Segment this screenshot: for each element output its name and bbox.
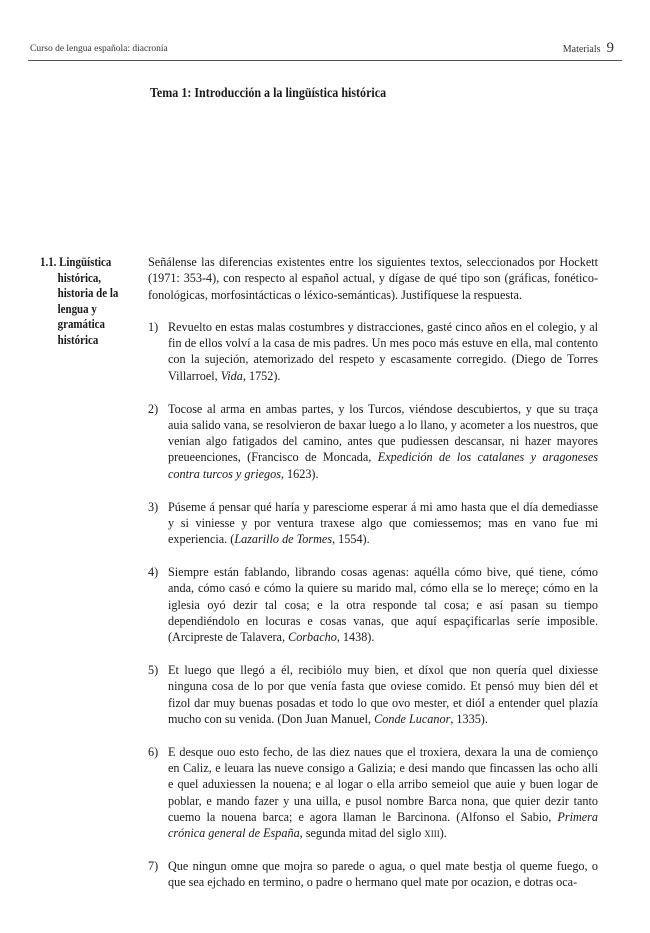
section-heading	[40, 254, 150, 347]
work-title: Vida	[220, 368, 243, 383]
excerpt-text: Tocose al arma en ambas partes, y los Turcos, viéndose descubiertos, y que su traça auia salido vana, se resolvieron de baxar luego a lo llano, y acometer a los nuestros, que venian algo fatigados del camino, antes que pudiessen descansar, ni hazer mayores preueenciones, (Francisco de Moncada, Expedición de los catalanes y aragoneses contra turcos y griegos, 1623).	[168, 401, 598, 481]
excerpt-item	[148, 858, 598, 891]
work-title: Corbacho	[288, 630, 337, 645]
header-rule	[28, 60, 622, 61]
excerpt-number: 7)	[148, 858, 159, 873]
excerpt-number: 4)	[148, 564, 159, 579]
page-number: 9	[606, 40, 614, 56]
running-head-title: Curso de lengua española: diacronía	[30, 44, 168, 54]
running-head-label: Materials	[562, 44, 601, 55]
excerpt-item	[148, 744, 598, 842]
excerpt-text: Revuelto en estas malas costumbres y distracciones, gasté cinco años en el colegio, y al fin de ellos volví a la casa de mis padres. Un mes poco más estuve en ella, mal contento con la sujeción, atemorizado del respeto y escasamente corregido. (Diego de Torres Villarroel, Vida, 1752).	[168, 319, 598, 383]
excerpt-text: Púseme á pensar qué haría y paresciome esperar á mi amo hasta que el día demediasse y si viniesse y por ventura traxese algo que comiessemos; mas en vano fue mi experiencia. (Lazarillo de Tormes, 1554).	[168, 499, 598, 547]
excerpt-text: Siempre están fablando, librando cosas agenas: aquélla cómo bive, qué tiene, cómo anda, cómo casó e cómo la quiere su marido mal, cómo ella se lo mereçe; cómo en la iglesia oyó dezir tal cosa; e la otra responde tal cosa; e así pasan su tiempo dependiéndolo en locuras e cosas vanas, que aquí espaçificarlas seríe imposible. (Arcipreste de Talavera, Corbacho, 1438).	[168, 564, 598, 645]
excerpt-item	[148, 319, 598, 384]
chapter-title: Tema 1: Introducción a la lingüística histórica	[150, 86, 387, 101]
excerpt-item	[148, 564, 598, 645]
section-heading-line: histórica,	[57, 269, 102, 285]
section-heading-line: histórica	[57, 331, 99, 347]
main-text	[148, 254, 598, 907]
excerpt-item	[148, 499, 598, 548]
work-title: Lazarillo de Tormes	[234, 532, 333, 547]
section-heading-line: 1.1. Lingüística	[40, 254, 112, 269]
section-heading-line: gramática	[57, 316, 105, 331]
section-heading-line: historia de la	[57, 285, 119, 300]
excerpt-number: 1)	[148, 319, 159, 334]
work-title: Conde Lucanor	[374, 711, 451, 726]
section-heading-line: lengua y	[57, 300, 97, 316]
excerpt-text: Et luego que llegó a él, recibiólo muy bien, et díxol que non quería quel dixiesse ninguna cosa de lo por que venía fasta que oviese comido. Et pensó muy bien dél et fizol dar muy buenas posadas et todo lo que ovo mester, et dióI a entender quel plazía mucho con su venida. (Don Juan Manuel, Conde Lucanor, 1335).	[168, 662, 598, 726]
excerpt-number: 3)	[148, 499, 159, 514]
excerpt-text: Que ningun omne que mojra so parede o agua, o quel mate bestja ol queme fuego, o que sea ejchado en termino, o padre o hermano quel mate por ocazion, e dotras oca-	[168, 858, 598, 890]
excerpt-number: 6)	[148, 744, 159, 759]
excerpt-number: 2)	[148, 401, 159, 416]
running-head-section	[563, 40, 614, 57]
excerpt-item	[148, 662, 598, 727]
work-title: Primera crónica general de España	[168, 809, 598, 841]
excerpt-number: 5)	[148, 662, 159, 677]
exercise-instructions: Señálense las diferencias existentes entre los siguientes textos, seleccionados por Hockett (1971: 353-4), con respecto al español actual, y dígase de qué tipo son (gráficas, fonético-fonológicas, morfosintácticas o léxico-semánticas). Justifíquese la respuesta.	[148, 255, 598, 302]
excerpt-item	[148, 401, 598, 482]
work-title: Expedición de los catalanes y aragoneses contra turcos y griegos	[168, 450, 598, 481]
excerpt-text: E desque ouo esto fecho, de las diez naues que el troxiera, dexara la una de comienço en Caliz, e leuara las nueve consigo a Galizia; e desi mando que fincassen las ocho alli e quel aduxiessen la nouena; e al logar o ella arribo semeiol que auie y buen logar de poblar, e mando fazer y una uilla, e pusol nombre Barca nona, que quier dezir tanto cuemo la nouena barca; e agora llaman le Barcinona. (Alfonso el Sabio, Primera crónica general de España, segunda mitad del siglo xiii).	[168, 744, 598, 841]
century-numeral: xiii	[424, 826, 440, 841]
